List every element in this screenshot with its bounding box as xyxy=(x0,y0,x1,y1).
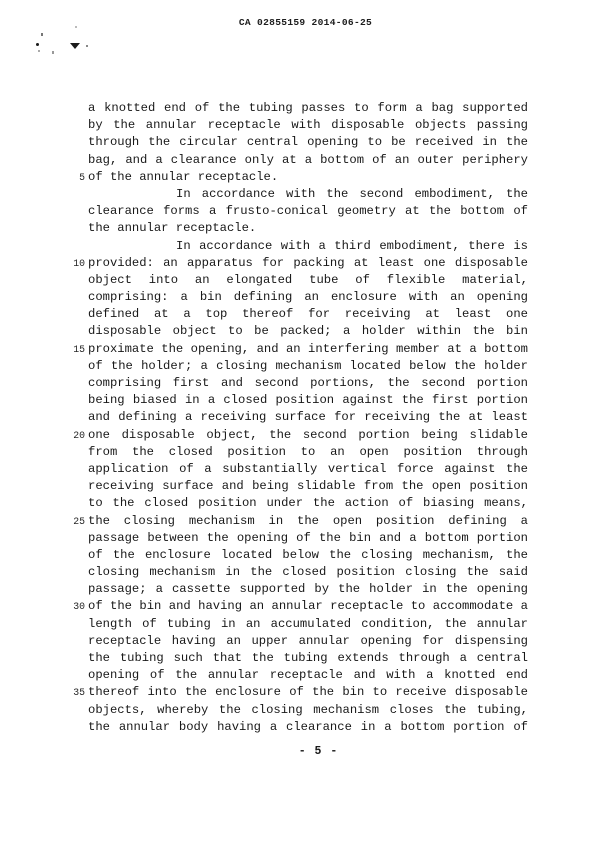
text-line xyxy=(42,633,528,650)
text-line xyxy=(42,117,528,134)
text-line xyxy=(42,186,528,203)
text-line xyxy=(42,598,528,615)
text-line xyxy=(42,616,528,633)
text-line xyxy=(42,702,528,719)
text-line xyxy=(42,392,528,409)
line-text: the tubing such that the tubing extends through a central xyxy=(88,651,528,665)
text-line xyxy=(42,306,528,323)
scan-artifact-dot xyxy=(36,43,39,46)
line-number: 25 xyxy=(73,515,85,527)
text-line xyxy=(42,513,528,530)
text-line xyxy=(42,289,528,306)
line-text: comprising: a bin defining an enclosure with an opening xyxy=(88,290,528,305)
line-text: of the holder; a closing mechanism located below the holder xyxy=(88,358,528,373)
text-line xyxy=(42,547,528,564)
text-line xyxy=(42,341,528,358)
scan-artifact-dot xyxy=(86,45,88,47)
text-line xyxy=(42,719,528,736)
line-text: objects, whereby the closing mechanism closes the tubing, xyxy=(88,702,528,717)
document-header: CA 02855159 2014-06-25 xyxy=(238,17,373,28)
line-number: 15 xyxy=(73,343,85,355)
line-text: clearance forms a frusto-conical geometry at the bottom of xyxy=(88,204,528,219)
line-text: the annular receptacle. xyxy=(88,221,257,236)
line-text: opening of the annular receptacle and with a knotted end xyxy=(88,668,528,683)
text-line xyxy=(42,100,528,117)
line-text: closing mechanism in the closed position closing the said xyxy=(88,565,528,580)
line-number: 20 xyxy=(73,429,85,441)
line-text: of the annular receptacle. xyxy=(88,169,279,184)
text-line xyxy=(42,409,528,426)
text-line xyxy=(42,255,528,272)
scan-artifact-dot xyxy=(75,26,77,28)
text-line xyxy=(42,530,528,547)
line-text: provided: an apparatus for packing at least one disposable xyxy=(88,255,528,270)
line-text: from the closed position to an open position through xyxy=(88,444,528,459)
line-text: of the enclosure located below the closing mechanism, the xyxy=(88,547,528,562)
line-text: bag, and a clearance only at a bottom of an outer periphery xyxy=(88,152,528,167)
text-line xyxy=(42,152,528,169)
line-text: the closing mechanism in the open position defining a xyxy=(88,513,528,528)
scan-artifact-dot xyxy=(52,51,54,54)
line-text: passage; a cassette supported by the holder in the opening xyxy=(88,582,528,597)
patent-text-body xyxy=(42,100,528,736)
line-text: disposable object to be packed; a holder within the bin xyxy=(88,324,528,339)
line-text: receptacle having an upper annular opening for dispensing xyxy=(88,633,528,648)
text-line xyxy=(42,650,528,667)
text-line xyxy=(42,427,528,444)
text-line xyxy=(42,684,528,701)
line-text: passage between the opening of the bin and a bottom portion xyxy=(88,530,528,545)
text-line xyxy=(42,564,528,581)
line-text: In accordance with the second embodiment, the xyxy=(176,186,528,201)
text-line xyxy=(42,495,528,512)
line-text: by the annular receptacle with disposable objects passing xyxy=(88,118,528,133)
text-line xyxy=(42,134,528,151)
line-number: 35 xyxy=(73,687,85,699)
text-line xyxy=(42,478,528,495)
line-text: one disposable object, the second portion being slidable xyxy=(88,427,528,442)
scan-artifact-arrow-mark xyxy=(70,43,80,49)
text-line xyxy=(42,272,528,289)
line-text: receiving surface and being slidable from the open position xyxy=(88,479,528,494)
line-text: length of tubing in an accumulated condition, the annular xyxy=(88,616,528,631)
line-text: being biased in a closed position against the first portion xyxy=(88,393,528,408)
text-line xyxy=(42,461,528,478)
text-line xyxy=(42,375,528,392)
line-number: 10 xyxy=(73,257,85,269)
text-line xyxy=(42,238,528,255)
text-line xyxy=(42,220,528,237)
text-line xyxy=(42,323,528,340)
text-line xyxy=(42,358,528,375)
line-number: 30 xyxy=(73,601,85,613)
text-line xyxy=(42,667,528,684)
line-text: proximate the opening, and an interfering member at a bottom xyxy=(88,341,528,356)
line-text: defined at a top thereof for receiving at least one xyxy=(88,307,528,322)
line-text: In accordance with a third embodiment, there is xyxy=(176,238,528,253)
text-line xyxy=(42,581,528,598)
page-number: - 5 - xyxy=(298,745,339,758)
line-text: the annular body having a clearance in a bottom portion of xyxy=(88,719,528,734)
line-text: a knotted end of the tubing passes to form a bag supported xyxy=(88,101,528,115)
text-line xyxy=(42,444,528,461)
line-number: 5 xyxy=(79,171,85,183)
line-text: of the bin and having an annular receptacle to accommodate a xyxy=(88,599,528,614)
line-text: through the circular central opening to be received in the xyxy=(88,135,528,150)
text-line xyxy=(42,203,528,220)
line-text: to the closed position under the action of biasing means, xyxy=(88,496,528,511)
text-line xyxy=(42,169,528,186)
line-text: and defining a receiving surface for receiving the at least xyxy=(88,410,528,425)
line-text: object into an elongated tube of flexible material, xyxy=(88,272,528,287)
line-text: comprising first and second portions, the second portion xyxy=(88,376,528,390)
scan-artifact-dot xyxy=(41,33,43,36)
scan-artifact-dot xyxy=(38,50,40,52)
line-text: application of a substantially vertical force against the xyxy=(88,461,528,476)
line-text: thereof into the enclosure of the bin to receive disposable xyxy=(88,685,528,700)
